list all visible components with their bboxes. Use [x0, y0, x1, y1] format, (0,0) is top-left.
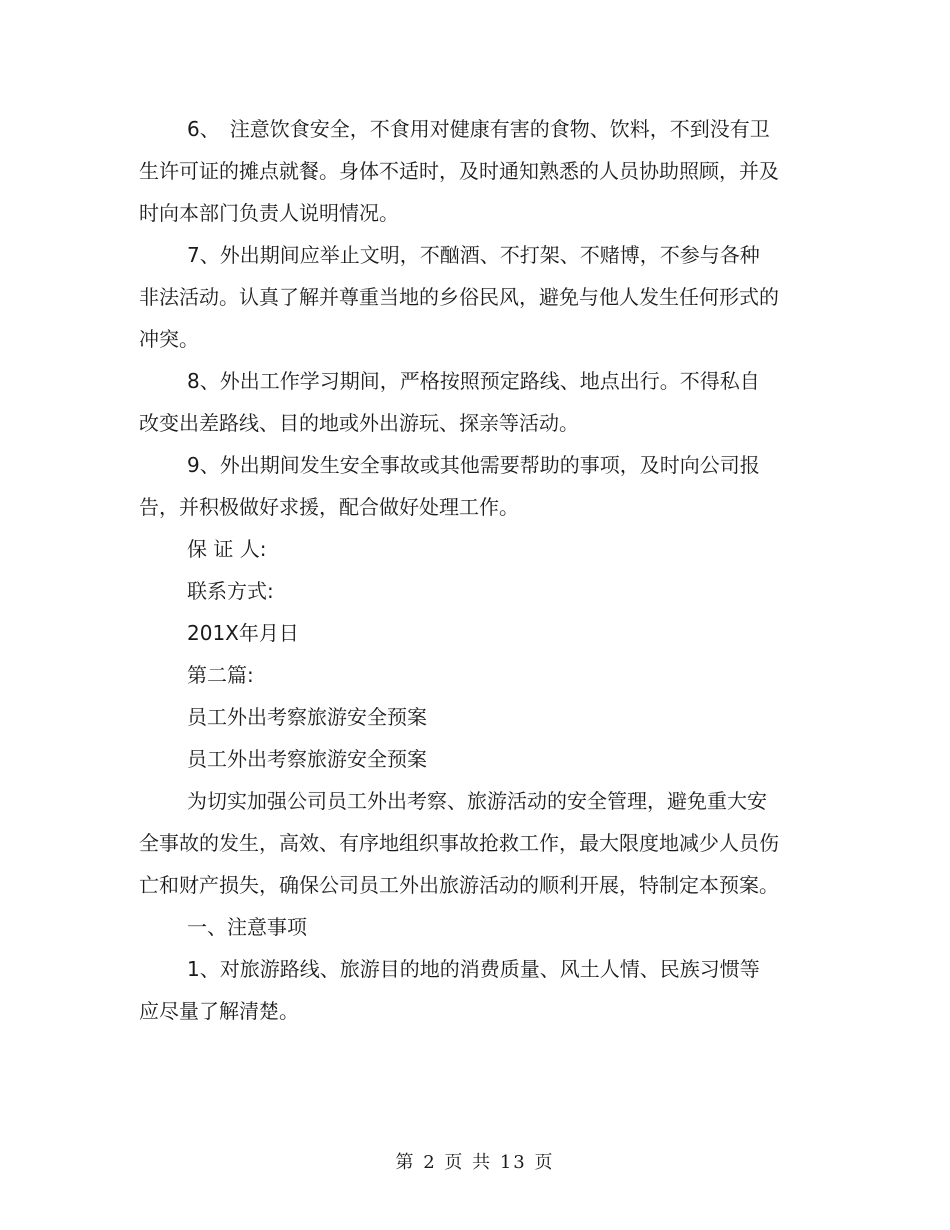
paragraph-item-6: 6、 注意饮食安全，不食用对健康有害的食物、饮料，不到没有卫生许可证的摊点就餐。身体不适时，及时通知熟悉的人员协助照顾，并及时向本部门负责人说明情况。 — [139, 117, 779, 225]
paragraph-item-9: 9、外出期间发生安全事故或其他需要帮助的事项，及时向公司报告，并积极做好求援，配合做好处理工作。 — [139, 453, 760, 519]
contact-label: 联系方式: — [187, 579, 274, 603]
guarantor-label: 保 证 人: — [187, 537, 267, 561]
note-item-1: 1、对旅游路线、旅游目的地的消费质量、风土人情、民族习惯等应尽量了解清楚。 — [139, 957, 760, 1023]
section-label: 第二篇: — [187, 663, 254, 687]
intro-paragraph: 为切实加强公司员工外出考察、旅游活动的安全管理，避免重大安全事故的发生，高效、有序地组织事故抢救工作，最大限度地减少人员伤亡和财产损失，确保公司员工外出旅游活动的顺利开展，特制定本预案。 — [139, 789, 779, 897]
section-heading-notes: 一、注意事项 — [187, 915, 307, 939]
document-subtitle: 员工外出考察旅游安全预案 — [187, 747, 427, 771]
paragraph-item-8: 8、外出工作学习期间，严格按照预定路线、地点出行。不得私自改变出差路线、目的地或外出游玩、探亲等活动。 — [139, 369, 760, 435]
page-number-footer: 第 2 页 共 13 页 — [395, 1152, 555, 1173]
document-body — [139, 108, 779, 1032]
document-title: 员工外出考察旅游安全预案 — [187, 705, 427, 729]
paragraph-item-7: 7、外出期间应举止文明，不酗酒、不打架、不赌博，不参与各种非法活动。认真了解并尊重当地的乡俗民风，避免与他人发生任何形式的冲突。 — [139, 243, 779, 351]
date-line: 201X年月日 — [187, 621, 299, 645]
